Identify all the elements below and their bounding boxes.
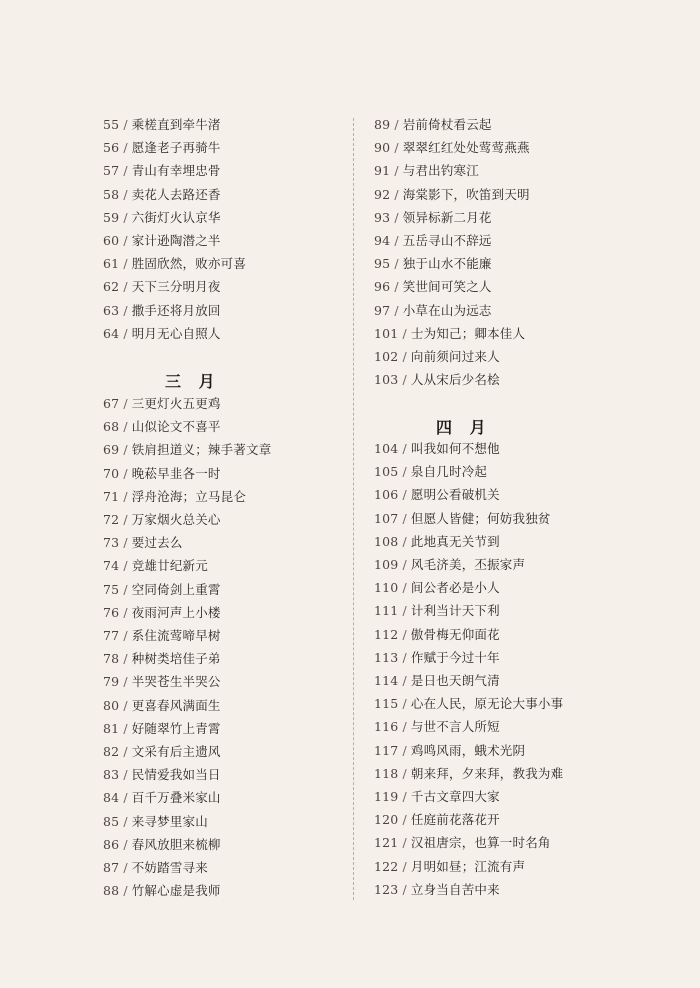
slash-separator: /: [123, 396, 128, 411]
section-heading-april: 四 月: [436, 418, 492, 437]
item-number: 101: [374, 325, 399, 341]
slash-separator: /: [123, 325, 128, 341]
list-item: [374, 184, 530, 206]
item-number: 72: [103, 512, 120, 527]
item-number: 115: [374, 696, 399, 712]
list-item: [374, 786, 500, 808]
item-number: 59: [103, 209, 120, 225]
list-item: [374, 369, 500, 391]
item-title: 铁肩担道义；辣手著文章: [131, 442, 272, 458]
slash-separator: /: [402, 372, 407, 388]
slash-separator: /: [402, 673, 407, 688]
slash-separator: /: [394, 302, 399, 318]
item-number: 120: [374, 812, 399, 828]
list-item: [103, 509, 221, 531]
item-number: 86: [103, 836, 120, 852]
list-item: [374, 577, 500, 599]
slash-separator: /: [123, 813, 128, 829]
slash-separator: /: [394, 140, 399, 156]
slash-separator: /: [402, 464, 407, 480]
item-number: 58: [103, 186, 120, 202]
list-item: [374, 461, 487, 483]
item-title: 笑世间可笑之人: [402, 279, 492, 295]
item-number: 70: [103, 465, 120, 481]
item-number: 96: [374, 279, 391, 295]
list-item: [103, 300, 221, 322]
item-number: 118: [374, 765, 399, 781]
slash-separator: /: [123, 674, 128, 690]
item-title: 鸡鸣风雨，蛾术光阴: [410, 742, 526, 758]
slash-separator: /: [123, 233, 128, 248]
item-title: 乘槎直到牵牛渚: [131, 117, 221, 132]
item-number: 107: [374, 510, 399, 526]
item-number: 103: [374, 372, 399, 388]
slash-separator: /: [402, 487, 407, 503]
slash-separator: /: [402, 742, 407, 758]
slash-separator: /: [123, 279, 128, 295]
list-item: [374, 832, 551, 854]
item-number: 63: [103, 302, 120, 318]
item-number: 108: [374, 533, 399, 549]
item-number: 113: [374, 649, 399, 665]
slash-separator: /: [402, 858, 407, 874]
list-item: [103, 463, 221, 485]
item-title: 三更灯火五更鸡: [131, 396, 221, 411]
item-number: 76: [103, 604, 120, 620]
item-number: 88: [103, 883, 120, 899]
slash-separator: /: [123, 488, 128, 504]
slash-separator: /: [123, 209, 128, 225]
list-item: [103, 230, 221, 252]
column-divider: [353, 118, 354, 900]
item-title: 泉自几时冷起: [410, 464, 488, 480]
item-number: 104: [374, 441, 399, 456]
slash-separator: /: [123, 302, 128, 318]
list-item: [103, 114, 221, 136]
item-title: 任庭前花落花开: [410, 812, 500, 828]
list-item: [374, 137, 530, 159]
list-item: [374, 856, 525, 878]
item-title: 山似论文不喜平: [131, 419, 221, 435]
slash-separator: /: [123, 186, 128, 202]
list-item: [374, 531, 500, 553]
slash-separator: /: [394, 163, 399, 179]
list-item: [374, 207, 492, 229]
slash-separator: /: [394, 279, 399, 295]
list-item: [103, 857, 208, 879]
item-title: 但愿人皆健；何妨我独贫: [410, 510, 551, 526]
slash-separator: /: [123, 256, 128, 272]
list-item: [103, 741, 221, 763]
slash-separator: /: [123, 419, 128, 435]
slash-separator: /: [123, 465, 128, 481]
slash-separator: /: [402, 603, 407, 619]
list-item: [103, 625, 221, 647]
item-number: 110: [374, 580, 399, 596]
item-title: 立身当自苦中来: [410, 881, 500, 897]
slash-separator: /: [123, 790, 128, 806]
item-title: 家计逊陶潜之半: [131, 233, 221, 248]
item-number: 62: [103, 279, 120, 295]
item-number: 82: [103, 744, 120, 759]
list-item: [374, 554, 525, 576]
item-title: 系住流莺啼早树: [131, 628, 221, 643]
item-number: 69: [103, 442, 120, 458]
slash-separator: /: [123, 558, 128, 574]
slash-separator: /: [123, 628, 128, 643]
item-title: 种树类培佳子弟: [131, 651, 221, 667]
item-number: 106: [374, 487, 399, 503]
list-item: [374, 114, 492, 136]
item-number: 122: [374, 858, 399, 874]
item-number: 87: [103, 860, 120, 875]
item-title: 与世不言人所短: [410, 719, 500, 735]
slash-separator: /: [402, 533, 407, 549]
slash-separator: /: [402, 881, 407, 897]
item-number: 68: [103, 419, 120, 435]
item-title: 万家烟火总关心: [131, 512, 221, 527]
list-item: [374, 346, 500, 368]
list-item: [374, 438, 500, 460]
slash-separator: /: [402, 696, 407, 712]
item-number: 112: [374, 626, 399, 642]
item-title: 晚菘早韭各一时: [131, 465, 221, 481]
list-item: [374, 693, 563, 715]
list-item: [103, 811, 208, 833]
list-item: [374, 763, 563, 785]
list-item: [374, 600, 500, 622]
list-item: [374, 879, 500, 901]
item-number: 74: [103, 558, 120, 574]
item-number: 114: [374, 673, 399, 688]
item-title: 傲骨梅无仰面花: [410, 626, 500, 642]
item-number: 83: [103, 767, 120, 783]
item-title: 海棠影下，吹笛到天明: [402, 186, 530, 202]
list-item: [374, 484, 500, 506]
item-number: 109: [374, 557, 399, 572]
section-heading-march: 三 月: [165, 372, 221, 391]
item-title: 人从宋后少名桧: [410, 372, 500, 388]
item-title: 不妨踏雪寻来: [131, 860, 208, 875]
item-number: 77: [103, 628, 120, 643]
slash-separator: /: [402, 789, 407, 804]
item-title: 浮舟沧海；立马昆仑: [131, 488, 247, 504]
item-title: 撒手还将月放回: [131, 302, 221, 318]
list-item: [374, 508, 551, 530]
slash-separator: /: [402, 626, 407, 642]
item-number: 111: [374, 603, 399, 619]
slash-separator: /: [402, 812, 407, 828]
slash-separator: /: [123, 163, 128, 179]
list-item: [103, 834, 221, 856]
list-item: [374, 253, 492, 275]
item-number: 57: [103, 163, 120, 179]
item-title: 风毛济美，丕振家声: [410, 557, 526, 572]
item-number: 91: [374, 163, 391, 179]
item-title: 与君出钓寒江: [402, 163, 479, 179]
slash-separator: /: [123, 883, 128, 899]
list-item: [374, 300, 492, 322]
item-number: 123: [374, 881, 399, 897]
slash-separator: /: [123, 581, 128, 597]
item-title: 此地真无关节到: [410, 533, 500, 549]
item-title: 计利当计天下利: [410, 603, 500, 619]
list-item: [374, 624, 500, 646]
item-number: 67: [103, 396, 120, 411]
item-title: 青山有幸埋忠骨: [131, 163, 221, 179]
item-title: 叫我如何不想他: [410, 441, 500, 456]
slash-separator: /: [394, 117, 399, 132]
item-title: 心在人民，原无论大事小事: [410, 696, 564, 712]
item-number: 55: [103, 117, 120, 132]
list-item: [374, 160, 479, 182]
item-title: 六街灯火认京华: [131, 209, 221, 225]
slash-separator: /: [402, 580, 407, 596]
item-title: 间公者必是小人: [410, 580, 500, 596]
list-item: [103, 486, 246, 508]
item-number: 95: [374, 256, 391, 272]
item-title: 竹解心虚是我师: [131, 883, 221, 899]
list-item: [103, 276, 221, 298]
item-title: 士为知己；卿本佳人: [410, 325, 526, 341]
list-item: [103, 787, 221, 809]
slash-separator: /: [123, 512, 128, 527]
item-number: 89: [374, 117, 391, 132]
item-title: 来寻梦里家山: [131, 813, 208, 829]
item-number: 78: [103, 651, 120, 667]
slash-separator: /: [394, 233, 399, 248]
list-item: [103, 253, 246, 275]
item-number: 64: [103, 325, 120, 341]
list-item: [103, 671, 221, 693]
item-title: 卖花人去路还香: [131, 186, 221, 202]
list-item: [103, 393, 221, 415]
list-item: [103, 184, 221, 206]
list-item: [103, 880, 221, 902]
item-title: 百千万叠米家山: [131, 790, 221, 806]
list-item: [103, 137, 221, 159]
list-item: [103, 718, 221, 740]
list-item: [103, 160, 221, 182]
item-title: 领异标新二月花: [402, 209, 492, 225]
item-title: 作赋于今过十年: [410, 649, 500, 665]
slash-separator: /: [402, 510, 407, 526]
item-number: 121: [374, 835, 399, 851]
item-number: 81: [103, 720, 120, 736]
item-number: 92: [374, 186, 391, 202]
item-title: 空同倚剑上重霄: [131, 581, 221, 597]
slash-separator: /: [402, 835, 407, 851]
list-item: [374, 230, 492, 252]
list-item: [103, 695, 221, 717]
slash-separator: /: [402, 441, 407, 456]
list-item: [103, 532, 183, 554]
slash-separator: /: [123, 767, 128, 783]
item-title: 竞雄廿纪新元: [131, 558, 208, 574]
slash-separator: /: [394, 256, 399, 272]
list-item: [103, 439, 271, 461]
list-item: [103, 602, 221, 624]
item-title: 胜固欣然，败亦可喜: [131, 256, 247, 272]
item-number: 102: [374, 349, 399, 364]
list-item: [103, 416, 221, 438]
list-item: [374, 276, 492, 298]
list-item: [103, 579, 221, 601]
item-title: 汉祖唐宗，也算一时名角: [410, 835, 551, 851]
item-number: 94: [374, 233, 391, 248]
item-title: 好随翠竹上青霄: [131, 720, 221, 736]
item-number: 116: [374, 719, 399, 735]
item-number: 97: [374, 302, 391, 318]
item-title: 明月无心自照人: [131, 325, 221, 341]
list-item: [103, 207, 221, 229]
slash-separator: /: [402, 649, 407, 665]
slash-separator: /: [394, 186, 399, 202]
list-item: [374, 647, 500, 669]
list-item: [374, 716, 500, 738]
item-title: 春风放胆来梳柳: [131, 836, 221, 852]
slash-separator: /: [123, 697, 128, 713]
list-item: [374, 323, 525, 345]
slash-separator: /: [123, 651, 128, 667]
item-title: 半哭苍生半哭公: [131, 674, 221, 690]
item-number: 84: [103, 790, 120, 806]
item-number: 119: [374, 789, 399, 804]
item-title: 翠翠红红处处莺莺燕燕: [402, 140, 530, 156]
slash-separator: /: [402, 719, 407, 735]
item-title: 小草在山为远志: [402, 302, 492, 318]
item-title: 愿逢老子再骑牛: [131, 140, 221, 156]
slash-separator: /: [123, 604, 128, 620]
item-title: 独于山水不能廉: [402, 256, 492, 272]
slash-separator: /: [123, 117, 128, 132]
slash-separator: /: [394, 209, 399, 225]
item-title: 岩前倚杖看云起: [402, 117, 492, 132]
item-number: 75: [103, 581, 120, 597]
slash-separator: /: [402, 349, 407, 364]
slash-separator: /: [402, 765, 407, 781]
slash-separator: /: [402, 325, 407, 341]
item-number: 71: [103, 488, 120, 504]
item-title: 愿明公看破机关: [410, 487, 500, 503]
item-title: 天下三分明月夜: [131, 279, 221, 295]
item-title: 民情爱我如当日: [131, 767, 221, 783]
list-item: [103, 555, 208, 577]
item-number: 73: [103, 535, 120, 551]
item-title: 更喜春风满面生: [131, 697, 221, 713]
slash-separator: /: [123, 836, 128, 852]
item-number: 90: [374, 140, 391, 156]
item-number: 117: [374, 742, 399, 758]
item-title: 文采有后主遗风: [131, 744, 221, 759]
item-title: 要过去么: [131, 535, 183, 551]
list-item: [103, 764, 221, 786]
item-title: 五岳寻山不辞远: [402, 233, 492, 248]
item-title: 千古文章四大家: [410, 789, 500, 804]
item-title: 月明如昼；江流有声: [410, 858, 526, 874]
item-number: 56: [103, 140, 120, 156]
slash-separator: /: [402, 557, 407, 572]
slash-separator: /: [123, 140, 128, 156]
slash-separator: /: [123, 860, 128, 875]
item-title: 是日也天朗气清: [410, 673, 500, 688]
item-number: 105: [374, 464, 399, 480]
item-number: 85: [103, 813, 120, 829]
item-number: 61: [103, 256, 120, 272]
slash-separator: /: [123, 720, 128, 736]
slash-separator: /: [123, 442, 128, 458]
item-number: 60: [103, 233, 120, 248]
slash-separator: /: [123, 535, 128, 551]
item-title: 向前须问过来人: [410, 349, 500, 364]
list-item: [103, 648, 221, 670]
slash-separator: /: [123, 744, 128, 759]
list-item: [103, 323, 221, 345]
list-item: [374, 670, 500, 692]
item-number: 79: [103, 674, 120, 690]
item-number: 80: [103, 697, 120, 713]
item-title: 朝来拜，夕来拜，教我为难: [410, 765, 564, 781]
list-item: [374, 740, 525, 762]
item-title: 夜雨河声上小楼: [131, 604, 221, 620]
item-number: 93: [374, 209, 391, 225]
list-item: [374, 809, 500, 831]
